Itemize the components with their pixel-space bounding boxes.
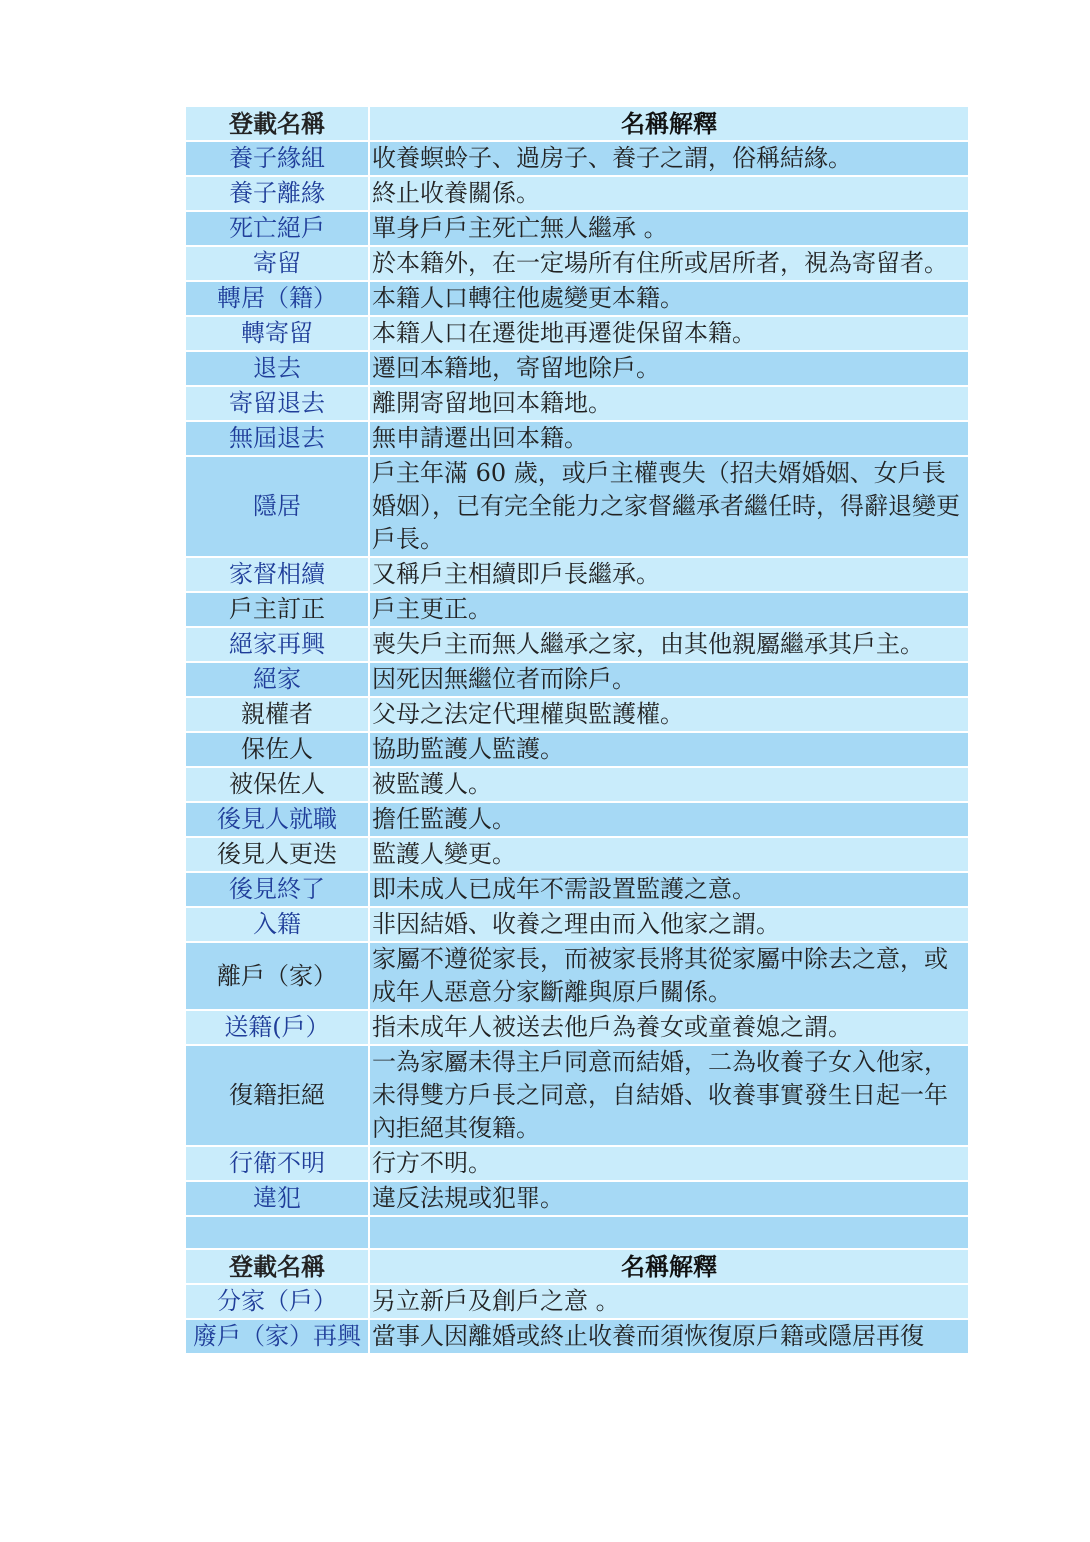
definition-cell: 當事人因離婚或終止收養而須恢復原戶籍或隱居再復 bbox=[369, 1319, 969, 1354]
table-row bbox=[185, 1181, 969, 1216]
table-row bbox=[185, 456, 969, 557]
table-body-1 bbox=[185, 106, 969, 1249]
term-cell: 離戶（家） bbox=[185, 942, 369, 1010]
term-cell: 寄留退去 bbox=[185, 386, 369, 421]
table-row bbox=[185, 211, 969, 246]
term-cell: 死亡絕戶 bbox=[185, 211, 369, 246]
term-cell: 養子離緣 bbox=[185, 176, 369, 211]
term-cell: 退去 bbox=[185, 351, 369, 386]
definition-cell: 家屬不遵從家長，而被家長將其從家屬中除去之意，或成年人惡意分家斷離與原戶關係。 bbox=[369, 942, 969, 1010]
definition-cell: 監護人變更。 bbox=[369, 837, 969, 872]
header-definition: 名稱解釋 bbox=[369, 106, 969, 141]
definition-cell: 協助監護人監護。 bbox=[369, 732, 969, 767]
blank-cell bbox=[185, 1216, 369, 1249]
table-row bbox=[185, 1010, 969, 1045]
term-cell: 絕家 bbox=[185, 662, 369, 697]
table-row bbox=[185, 316, 969, 351]
definition-cell: 又稱戶主相續即戶長繼承。 bbox=[369, 557, 969, 592]
definition-cell: 戶主更正。 bbox=[369, 592, 969, 627]
term-cell: 被保佐人 bbox=[185, 767, 369, 802]
table-row bbox=[185, 627, 969, 662]
blank-cell bbox=[369, 1216, 969, 1249]
definition-cell: 無申請遷出回本籍。 bbox=[369, 421, 969, 456]
term-cell: 寄留 bbox=[185, 246, 369, 281]
definition-cell: 擔任監護人。 bbox=[369, 802, 969, 837]
definition-cell: 指未成年人被送去他戶為養女或童養媳之謂。 bbox=[369, 1010, 969, 1045]
header-term: 登載名稱 bbox=[185, 106, 369, 141]
definition-cell: 單身戶戶主死亡無人繼承 。 bbox=[369, 211, 969, 246]
table-header-row bbox=[185, 1249, 969, 1284]
term-cell: 養子緣組 bbox=[185, 141, 369, 176]
term-cell: 家督相續 bbox=[185, 557, 369, 592]
definition-cell: 即未成人已成年不需設置監護之意。 bbox=[369, 872, 969, 907]
table-row bbox=[185, 176, 969, 211]
definition-cell: 一為家屬未得主戶同意而結婚，二為收養子女入他家，未得雙方戶長之同意，自結婚、收養事實發生日起一年內拒絕其復籍。 bbox=[369, 1045, 969, 1146]
term-cell: 入籍 bbox=[185, 907, 369, 942]
definition-cell: 非因結婚、收養之理由而入他家之謂。 bbox=[369, 907, 969, 942]
definition-cell: 父母之法定代理權與監護權。 bbox=[369, 697, 969, 732]
table-row bbox=[185, 837, 969, 872]
table-row bbox=[185, 421, 969, 456]
term-cell: 違犯 bbox=[185, 1181, 369, 1216]
table-row bbox=[185, 662, 969, 697]
definition-cell: 因死因無繼位者而除戶。 bbox=[369, 662, 969, 697]
term-cell: 轉居（籍） bbox=[185, 281, 369, 316]
table-row bbox=[185, 1045, 969, 1146]
term-cell: 親權者 bbox=[185, 697, 369, 732]
header-definition: 名稱解釋 bbox=[369, 1249, 969, 1284]
table-row bbox=[185, 872, 969, 907]
term-cell: 戶主訂正 bbox=[185, 592, 369, 627]
definition-cell: 戶主年滿 60 歲，或戶主權喪失（招夫婿婚姻、女戶長婚姻），已有完全能力之家督繼承者繼任時，得辭退變更戶長。 bbox=[369, 456, 969, 557]
table-row bbox=[185, 281, 969, 316]
table-row bbox=[185, 1284, 969, 1319]
term-cell: 無屆退去 bbox=[185, 421, 369, 456]
term-cell: 保佐人 bbox=[185, 732, 369, 767]
table-row bbox=[185, 141, 969, 176]
term-cell: 送籍(戶） bbox=[185, 1010, 369, 1045]
term-cell: 後見人更迭 bbox=[185, 837, 369, 872]
term-cell: 隱居 bbox=[185, 456, 369, 557]
term-cell: 分家（戶） bbox=[185, 1284, 369, 1319]
table-row bbox=[185, 1146, 969, 1181]
term-cell: 復籍拒絕 bbox=[185, 1045, 369, 1146]
table-row bbox=[185, 907, 969, 942]
term-cell: 後見終了 bbox=[185, 872, 369, 907]
definition-cell: 違反法規或犯罪。 bbox=[369, 1181, 969, 1216]
table-row bbox=[185, 732, 969, 767]
definition-cell: 收養螟蛉子、過房子、養子之謂，俗稱結緣。 bbox=[369, 141, 969, 176]
blank-row bbox=[185, 1216, 969, 1249]
definition-cell: 終止收養關係。 bbox=[369, 176, 969, 211]
table-row bbox=[185, 802, 969, 837]
definition-cell: 行方不明。 bbox=[369, 1146, 969, 1181]
registration-terms-table bbox=[184, 105, 970, 1355]
definition-cell: 於本籍外，在一定場所有住所或居所者，視為寄留者。 bbox=[369, 246, 969, 281]
table-row bbox=[185, 351, 969, 386]
table-row bbox=[185, 697, 969, 732]
term-cell: 後見人就職 bbox=[185, 802, 369, 837]
table-row bbox=[185, 942, 969, 1010]
table-row bbox=[185, 592, 969, 627]
table-row bbox=[185, 1319, 969, 1354]
table-row bbox=[185, 386, 969, 421]
table-row bbox=[185, 767, 969, 802]
table-row bbox=[185, 246, 969, 281]
definition-cell: 喪失戶主而無人繼承之家，由其他親屬繼承其戶主。 bbox=[369, 627, 969, 662]
definition-cell: 另立新戶及創戶之意 。 bbox=[369, 1284, 969, 1319]
table-header-row bbox=[185, 106, 969, 141]
definition-cell: 被監護人。 bbox=[369, 767, 969, 802]
header-term: 登載名稱 bbox=[185, 1249, 369, 1284]
table-body-2 bbox=[185, 1249, 969, 1354]
definition-cell: 離開寄留地回本籍地。 bbox=[369, 386, 969, 421]
definition-cell: 本籍人口轉往他處變更本籍。 bbox=[369, 281, 969, 316]
definition-cell: 遷回本籍地，寄留地除戶。 bbox=[369, 351, 969, 386]
table-row bbox=[185, 557, 969, 592]
definition-cell: 本籍人口在遷徙地再遷徙保留本籍。 bbox=[369, 316, 969, 351]
term-cell: 絕家再興 bbox=[185, 627, 369, 662]
term-cell: 轉寄留 bbox=[185, 316, 369, 351]
term-cell: 廢戶（家）再興 bbox=[185, 1319, 369, 1354]
term-cell: 行衛不明 bbox=[185, 1146, 369, 1181]
